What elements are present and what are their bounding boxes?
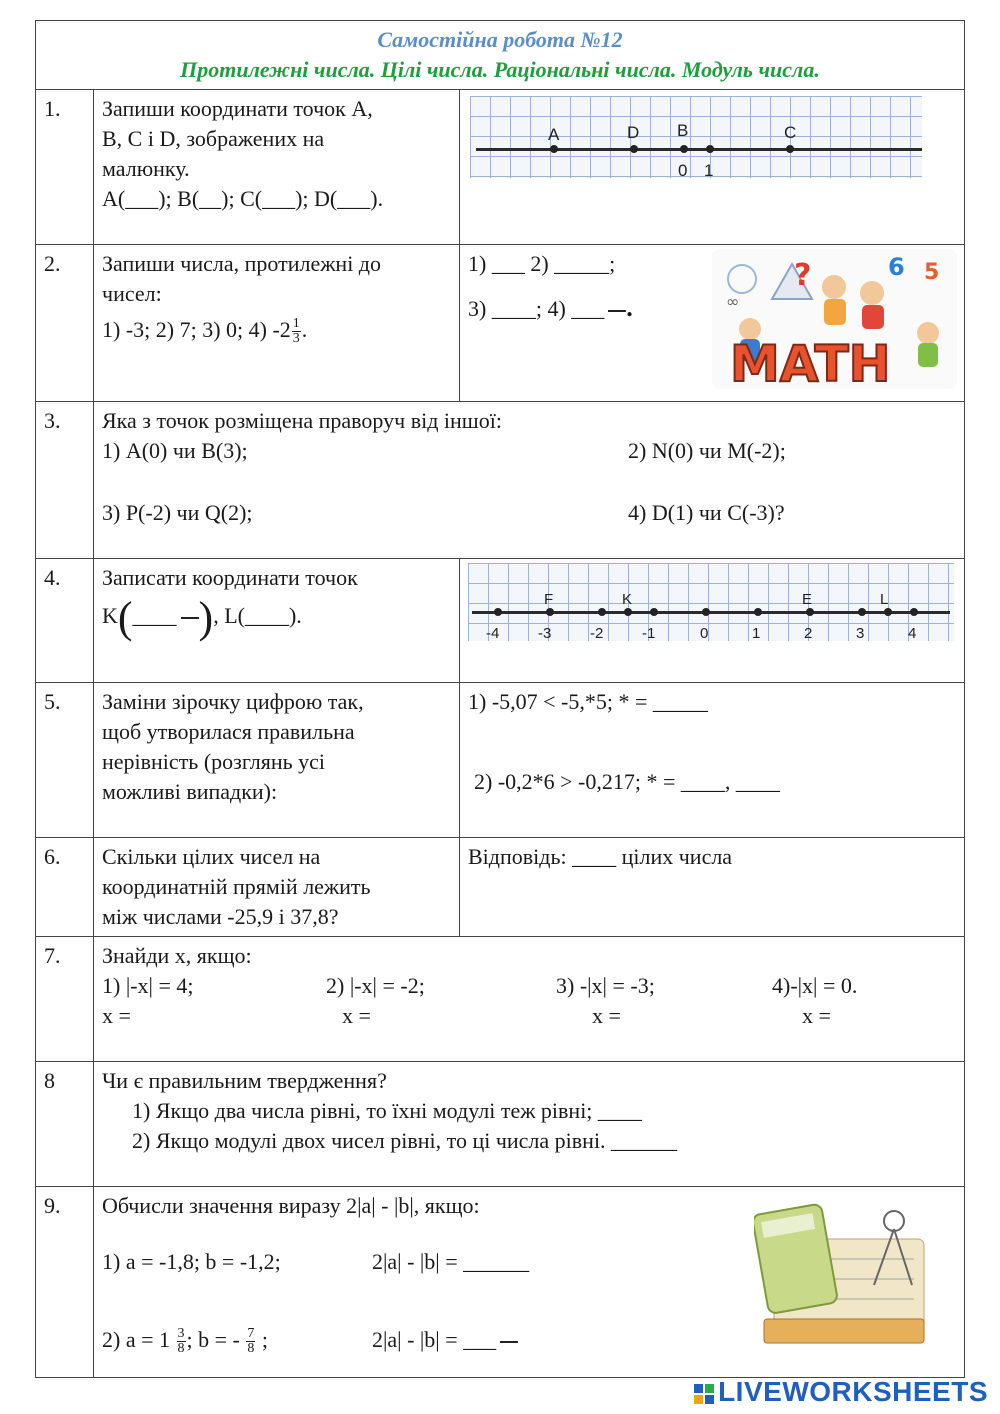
task-5-text-line: можливі випадки): (102, 779, 278, 804)
point-label-d: D (627, 123, 640, 142)
task-5-text-line: Заміни зірочку цифрою так, (102, 689, 364, 714)
worksheet-table (35, 20, 965, 1378)
task-2-numbers (102, 315, 451, 346)
point-label-c: C (784, 123, 797, 142)
calculator-svg (754, 1199, 934, 1355)
task-4-answer[interactable]: K(____ ), L(____). (102, 592, 302, 642)
tick-label: 3 (856, 625, 865, 642)
task-9-part-2-answer[interactable] (372, 1325, 518, 1355)
point-label-b: B (677, 121, 689, 140)
task-3-question: Яка з точок розміщена праворуч від іншої: (102, 408, 502, 433)
task-row-7 (36, 937, 965, 1062)
task-7-x-answer[interactable]: x = (342, 1003, 371, 1028)
task-6-text-line: між числами -25,9 і 37,8? (102, 904, 339, 929)
task-3-option-4[interactable]: 4) D(1) чи C(-3)? (628, 500, 785, 525)
task-7-equation-1: 1) |-x| = 4; (102, 973, 194, 998)
tick-dot (494, 608, 502, 616)
task-4-question: Записати координати точок (102, 565, 358, 590)
task-7-x-answer[interactable]: x = (592, 1003, 621, 1028)
task-3-option-2[interactable]: 2) N(0) чи M(-2); (628, 438, 786, 463)
task-8-statement-1[interactable]: 1) Якщо два числа рівні, то їхні модулі теж рівні; ____ (132, 1098, 642, 1123)
liveworksheets-logo-icon (694, 1384, 714, 1404)
tick-dot (598, 608, 606, 616)
part-2-answer-blank[interactable]: 2|a| - |b| = ___ (372, 1327, 497, 1352)
task-number: 4. (36, 559, 94, 683)
point-l-blank[interactable]: , L(____). (213, 603, 302, 628)
task-1-text-line: малюнку. (102, 156, 190, 181)
part-2-a-label: 2) a = 1 (102, 1327, 176, 1352)
task-7-question: Знайди х, якщо: (102, 943, 252, 968)
tick-dot (910, 608, 918, 616)
answer-dash-icon (608, 310, 626, 312)
tick-dot (650, 608, 658, 616)
task-9-part-1-answer[interactable]: 2|a| - |b| = ______ (372, 1249, 530, 1274)
tick-label: -1 (642, 625, 656, 642)
task-6-text-line: Скільки цілих чисел на (102, 844, 321, 869)
worksheet-title: Самостійна робота №12 (377, 27, 623, 52)
fraction-numerator: 7 (247, 1326, 255, 1342)
task-row-9 (36, 1187, 965, 1378)
task-1-answer-blanks[interactable]: А(___); В(__); С(___); D(___). (102, 186, 384, 211)
task-7-equation-3: 3) -|x| = -3; (556, 973, 655, 998)
task-number: 6. (36, 838, 94, 937)
task-7-x-answer[interactable]: x = (102, 1003, 131, 1028)
tick-label: -2 (590, 625, 604, 642)
task-9-question: Обчисли значення виразу 2|a| - |b|, якщо: (102, 1193, 480, 1218)
tick-dot (702, 608, 710, 616)
task-row-2 (36, 245, 965, 402)
calculator-illustration (754, 1199, 934, 1355)
tick-label: -3 (538, 625, 552, 642)
liveworksheets-logo-text: LIVEWORKSHEETS (718, 1376, 988, 1407)
math-kids-illustration (712, 249, 957, 389)
tick-label-0: 0 (678, 161, 688, 180)
task-5-answer-1[interactable]: 1) -5,07 < -5,*5; * = _____ (468, 689, 708, 714)
task-1-text-line: Запиши координати точок А, (102, 96, 373, 121)
task-7-x-answer[interactable]: x = (802, 1003, 831, 1028)
math-illustration-svg (712, 249, 957, 389)
part-2-b-label: ; b = - (186, 1327, 246, 1352)
math-word: MATH (730, 335, 891, 389)
fraction-denominator: 8 (177, 1341, 185, 1357)
task-number: 2. (36, 245, 94, 402)
fraction (246, 1327, 255, 1356)
task-row-6 (36, 838, 965, 937)
fraction-numerator: 3 (177, 1326, 185, 1342)
task-7-equation-2: 2) |-x| = -2; (326, 973, 425, 998)
task-5-answer-2[interactable]: 2) -0,2*6 > -0,217; * = ____, ____ (474, 769, 780, 794)
task-2-answer-blanks[interactable]: 3) ____; 4) ___ (468, 296, 605, 321)
tick-label: 2 (804, 625, 813, 642)
number-line-figure-1 (470, 96, 922, 178)
task-5-text-line: щоб утворилася правильна (102, 719, 355, 744)
answer-dash-icon (500, 1341, 518, 1343)
point-label-a: A (548, 125, 560, 144)
tick-one-dot (706, 145, 714, 153)
task-5-text-line: нерівність (розглянь усі (102, 749, 326, 774)
svg-text:∞: ∞ (726, 292, 740, 311)
svg-text:6: 6 (888, 253, 905, 281)
tick-label-1: 1 (704, 161, 714, 180)
liveworksheets-logo[interactable] (694, 1376, 988, 1408)
task-number: 7. (36, 937, 94, 1062)
task-8-question: Чи є правильним твердження? (102, 1068, 387, 1093)
point-k-label: K (102, 603, 118, 628)
task-number: 5. (36, 683, 94, 838)
worksheet-subtitle: Протилежні числа. Цілі числа. Раціональні числа. Модуль числа. (180, 57, 820, 82)
fraction (177, 1327, 186, 1356)
point-label-f: F (544, 591, 554, 608)
fraction (292, 317, 301, 346)
task-6-text-line: координатній прямій лежить (102, 874, 371, 899)
task-3-option-3[interactable]: 3) P(-2) чи Q(2); (102, 500, 253, 525)
task-6-answer[interactable]: Відповідь: ____ цілих числа (468, 844, 733, 869)
task-2-text-line: чисел: (102, 281, 162, 306)
task-2-number-list: 1) -3; 2) 7; 3) 0; 4) -2 (102, 317, 291, 342)
task-number: 1. (36, 90, 94, 245)
fraction-denominator: 3 (292, 331, 300, 347)
task-8-statement-2[interactable]: 2) Якщо модулі двох чисел рівні, то ці числа рівні. ______ (132, 1128, 678, 1153)
tick-dot (754, 608, 762, 616)
task-1-text-line: В, С і D, зображених на (102, 126, 325, 151)
point-label-l: L (880, 591, 889, 608)
tick-label: -4 (486, 625, 500, 642)
tick-label: 1 (752, 625, 761, 642)
task-number: 3. (36, 402, 94, 559)
task-2-answer-line-2[interactable]: 3) ____; 4) ___ . (468, 293, 633, 322)
task-number: 9. (36, 1187, 94, 1378)
point-label-k: K (622, 591, 633, 608)
tick-label: 4 (908, 625, 917, 642)
period: . (301, 317, 308, 342)
point-b-dot (680, 145, 688, 153)
fraction-numerator: 1 (292, 316, 300, 332)
task-9-part-1-values: 1) a = -1,8; b = -1,2; (102, 1249, 281, 1274)
task-7-equation-4: 4)-|x| = 0. (772, 973, 858, 998)
svg-text:?: ? (794, 258, 812, 293)
task-9-part-2-values (102, 1326, 268, 1357)
semicolon: ; (256, 1327, 268, 1352)
task-2-answer-line-1[interactable]: 1) ___ 2) _____; (468, 251, 616, 276)
task-2-text-line: Запиши числа, протилежні до (102, 251, 381, 276)
task-row-4 (36, 559, 965, 683)
answer-dash-icon (181, 617, 199, 619)
tick-label: 0 (700, 625, 709, 642)
point-label-e: E (802, 591, 813, 608)
task-row-1 (36, 90, 965, 245)
task-row-8 (36, 1062, 965, 1187)
task-row-3 (36, 402, 965, 559)
fraction-denominator: 8 (247, 1341, 255, 1357)
number-line-figure-4 (468, 563, 954, 641)
tick-dot (858, 608, 866, 616)
header-row (36, 21, 965, 90)
svg-text:5: 5 (924, 260, 940, 285)
task-3-option-1[interactable]: 1) А(0) чи В(3); (102, 438, 248, 463)
axis-line (476, 148, 922, 151)
task-number: 8 (36, 1062, 94, 1187)
task-row-5 (36, 683, 965, 838)
point-k-blank[interactable]: ____ (132, 603, 177, 628)
